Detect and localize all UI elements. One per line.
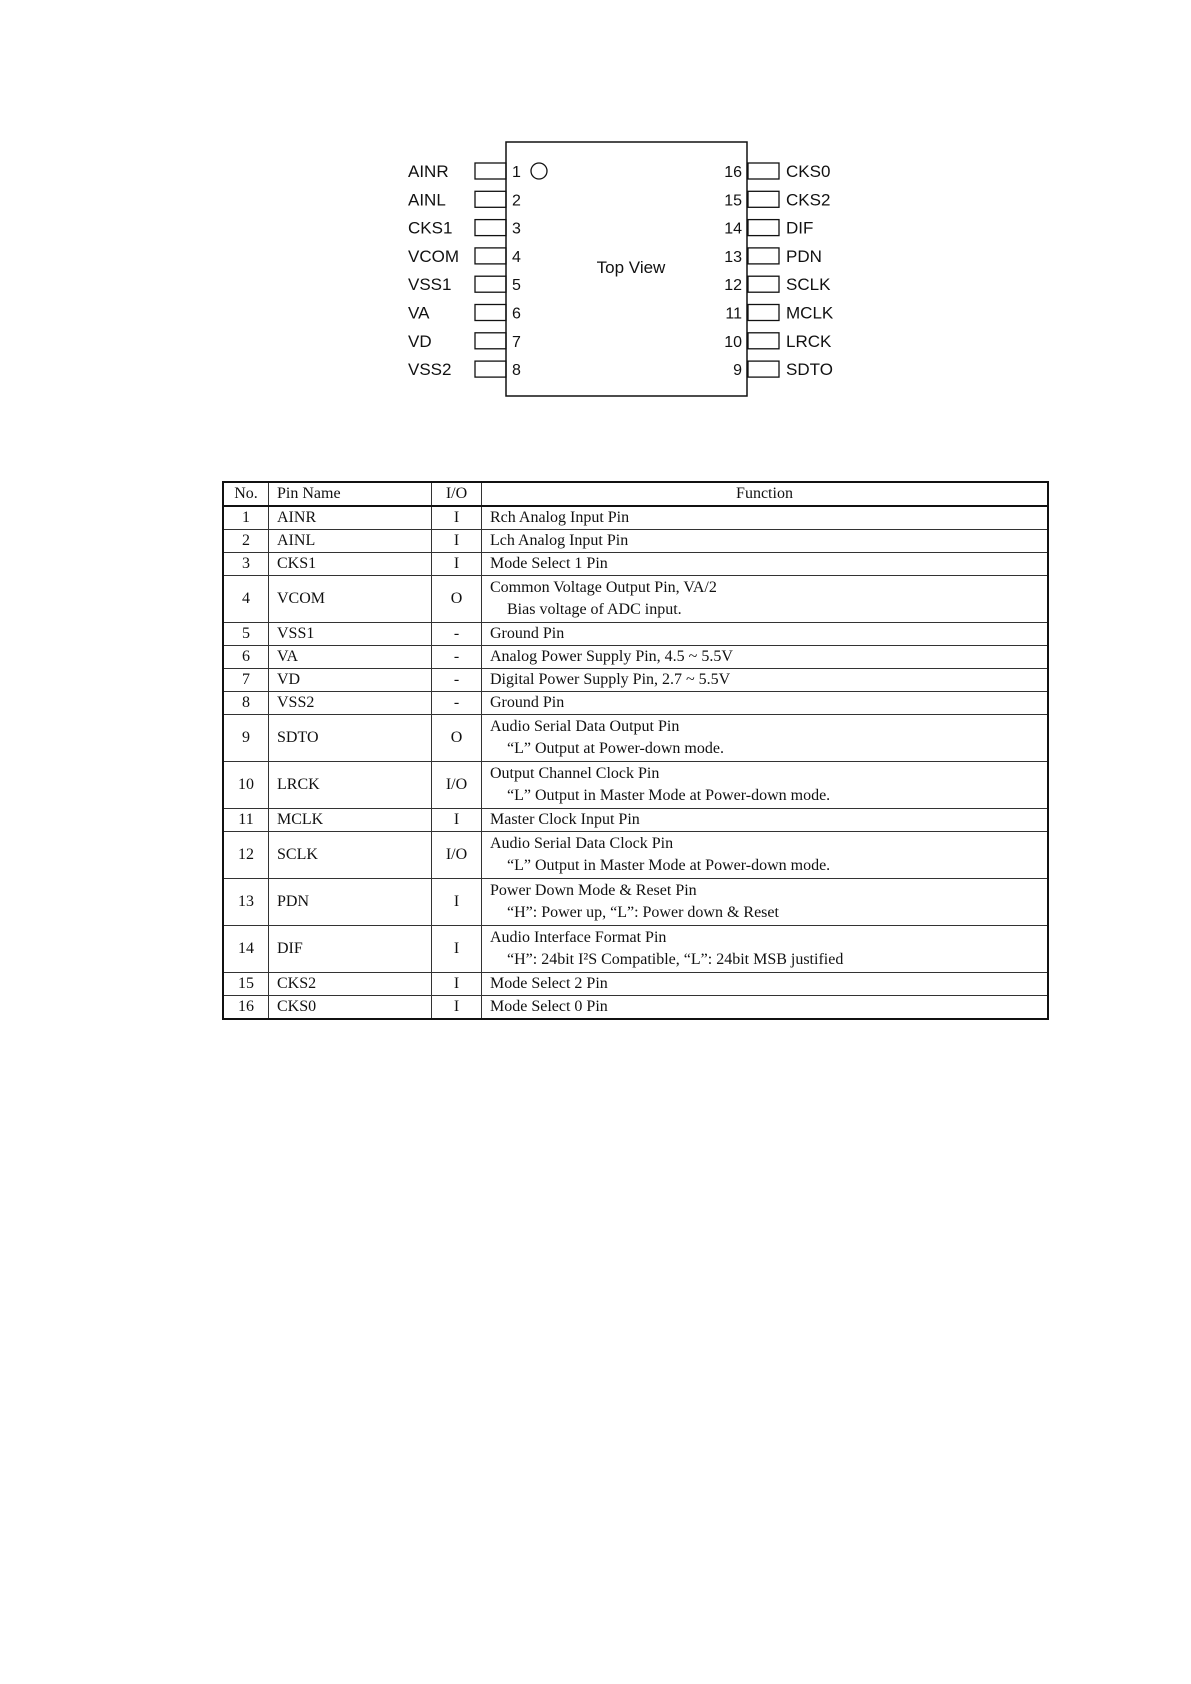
table-row xyxy=(223,715,1048,762)
function-text: Audio Serial Data Clock Pin xyxy=(490,835,674,852)
pin-name-label: PDN xyxy=(786,246,822,266)
cell-function xyxy=(482,623,1049,646)
cell-io: I xyxy=(432,530,482,553)
table-header-row xyxy=(223,482,1048,506)
pin1-indicator xyxy=(531,163,547,179)
function-note: “L” Output in Master Mode at Power-down mode. xyxy=(507,857,831,874)
pin-number-label: 8 xyxy=(512,362,521,380)
table-row xyxy=(223,646,1048,669)
cell-function xyxy=(482,926,1049,973)
function-text: Rch Analog Input Pin xyxy=(490,509,630,526)
pin-name-label: VSS1 xyxy=(408,275,452,295)
cell-io: - xyxy=(432,669,482,692)
table-row xyxy=(223,762,1048,809)
pin-name-label: VCOM xyxy=(408,246,459,266)
pin-right-5 xyxy=(724,275,831,294)
pin-right-1 xyxy=(724,162,830,181)
cell-function xyxy=(482,715,1049,762)
function-text: Analog Power Supply Pin, 4.5 ~ 5.5V xyxy=(490,648,733,665)
pin-lead xyxy=(475,361,506,377)
pin-number-label: 13 xyxy=(724,248,742,266)
cell-pin-number: 9 xyxy=(223,715,269,762)
pin-name-label: AINR xyxy=(408,162,449,181)
package-pinout-diagram xyxy=(0,0,1191,420)
function-text: Mode Select 0 Pin xyxy=(490,998,608,1015)
cell-function xyxy=(482,996,1049,1020)
table-row xyxy=(223,530,1048,553)
pin-name-label: CKS2 xyxy=(786,190,831,210)
pin-name-label: CKS0 xyxy=(786,162,831,181)
cell-function xyxy=(482,506,1049,530)
cell-pin-name: AINR xyxy=(269,506,432,530)
pin-number-label: 9 xyxy=(733,362,742,380)
pin-lead xyxy=(748,248,779,264)
cell-function xyxy=(482,832,1049,879)
function-text: Lch Analog Input Pin xyxy=(490,532,629,549)
cell-function xyxy=(482,692,1049,715)
cell-io: - xyxy=(432,646,482,669)
cell-pin-name: VSS1 xyxy=(269,623,432,646)
cell-pin-number: 3 xyxy=(223,553,269,576)
cell-io: I/O xyxy=(432,832,482,879)
function-text: Common Voltage Output Pin, VA/2 xyxy=(490,579,717,596)
cell-pin-number: 6 xyxy=(223,646,269,669)
pin-lead xyxy=(748,163,779,179)
right-pin-group xyxy=(724,162,834,379)
pin-function-table xyxy=(222,481,1049,1020)
pin-number-label: 15 xyxy=(724,192,742,210)
table-body xyxy=(223,506,1048,1019)
cell-io: I xyxy=(432,926,482,973)
cell-pin-number: 11 xyxy=(223,809,269,832)
cell-pin-name: CKS1 xyxy=(269,553,432,576)
cell-io: I/O xyxy=(432,762,482,809)
table-row xyxy=(223,996,1048,1020)
pin-left-6 xyxy=(408,304,521,323)
pin-left-2 xyxy=(408,190,521,209)
cell-function xyxy=(482,646,1049,669)
pin-lead xyxy=(475,220,506,236)
function-text: Audio Serial Data Output Pin xyxy=(490,718,680,735)
cell-pin-name: VD xyxy=(269,669,432,692)
cell-pin-name: CKS2 xyxy=(269,973,432,996)
function-text: Ground Pin xyxy=(490,625,565,642)
table-row xyxy=(223,506,1048,530)
pin-number-label: 12 xyxy=(724,277,742,295)
pin-number-label: 1 xyxy=(512,164,521,181)
cell-io: I xyxy=(432,506,482,530)
function-text: Ground Pin xyxy=(490,694,565,711)
cell-pin-number: 15 xyxy=(223,973,269,996)
cell-pin-number: 12 xyxy=(223,832,269,879)
pin-left-5 xyxy=(408,275,521,294)
header-io: I/O xyxy=(432,482,482,506)
cell-pin-number: 5 xyxy=(223,623,269,646)
pin-number-label: 16 xyxy=(724,164,742,181)
pin-name-label: VA xyxy=(408,303,430,323)
pin-lead xyxy=(748,276,779,292)
cell-pin-number: 8 xyxy=(223,692,269,715)
cell-pin-name: CKS0 xyxy=(269,996,432,1020)
cell-pin-number: 7 xyxy=(223,669,269,692)
pin-left-4 xyxy=(408,247,521,266)
cell-function xyxy=(482,809,1049,832)
cell-pin-name: AINL xyxy=(269,530,432,553)
cell-pin-name: VA xyxy=(269,646,432,669)
pin-number-label: 2 xyxy=(512,192,521,210)
cell-io: - xyxy=(432,623,482,646)
pin-lead xyxy=(475,191,506,207)
table-row xyxy=(223,553,1048,576)
cell-pin-name: DIF xyxy=(269,926,432,973)
header-no: No. xyxy=(223,482,269,506)
pin-name-label: LRCK xyxy=(786,331,832,351)
table-row xyxy=(223,692,1048,715)
table-row xyxy=(223,832,1048,879)
function-text: Digital Power Supply Pin, 2.7 ~ 5.5V xyxy=(490,671,731,688)
header-function: Function xyxy=(482,482,1049,506)
cell-pin-name: PDN xyxy=(269,879,432,926)
function-note: “L” Output at Power-down mode. xyxy=(507,740,724,757)
pin-lead xyxy=(475,248,506,264)
pin-lead xyxy=(475,305,506,321)
pin-left-7 xyxy=(408,332,521,351)
pin-number-label: 14 xyxy=(724,220,742,238)
pin-lead xyxy=(475,333,506,349)
pin-lead xyxy=(748,361,779,377)
cell-pin-name: MCLK xyxy=(269,809,432,832)
table-row xyxy=(223,926,1048,973)
cell-io: I xyxy=(432,996,482,1020)
pin-left-3 xyxy=(408,219,521,238)
cell-pin-name: LRCK xyxy=(269,762,432,809)
cell-pin-name: SCLK xyxy=(269,832,432,879)
pin-name-label: SDTO xyxy=(786,360,833,380)
pin-right-4 xyxy=(724,247,822,266)
cell-pin-number: 2 xyxy=(223,530,269,553)
table-row xyxy=(223,669,1048,692)
cell-function xyxy=(482,973,1049,996)
pin-right-2 xyxy=(724,190,830,209)
function-note: “L” Output in Master Mode at Power-down mode. xyxy=(507,787,831,804)
pin-number-label: 11 xyxy=(725,305,742,323)
pin-number-label: 6 xyxy=(512,305,521,323)
chip-view-caption: Top View xyxy=(596,258,666,277)
pin-name-label: MCLK xyxy=(786,303,834,323)
cell-function xyxy=(482,669,1049,692)
cell-pin-number: 10 xyxy=(223,762,269,809)
pin-number-label: 5 xyxy=(512,277,521,295)
pin-lead xyxy=(748,305,779,321)
pin-number-label: 4 xyxy=(512,248,521,266)
function-note: Bias voltage of ADC input. xyxy=(507,601,682,618)
function-note: “H”: Power up, “L”: Power down & Reset xyxy=(507,904,779,921)
cell-io: I xyxy=(432,879,482,926)
cell-pin-number: 14 xyxy=(223,926,269,973)
cell-io: - xyxy=(432,692,482,715)
cell-function xyxy=(482,879,1049,926)
table-row xyxy=(223,623,1048,646)
cell-pin-name: SDTO xyxy=(269,715,432,762)
pin-lead xyxy=(748,220,779,236)
pin-left-1 xyxy=(408,162,521,181)
pin-name-label: SCLK xyxy=(786,275,831,295)
cell-io: I xyxy=(432,553,482,576)
cell-pin-name: VCOM xyxy=(269,576,432,623)
pin-lead xyxy=(475,276,506,292)
table-row xyxy=(223,809,1048,832)
table-row xyxy=(223,879,1048,926)
table-row xyxy=(223,973,1048,996)
cell-io: O xyxy=(432,576,482,623)
pin-name-label: DIF xyxy=(786,218,814,238)
pin-right-8 xyxy=(733,360,833,379)
pin-number-label: 10 xyxy=(724,333,742,351)
pin-name-label: VSS2 xyxy=(408,360,452,380)
pin-number-label: 3 xyxy=(512,220,521,238)
pin-number-label: 7 xyxy=(512,333,521,351)
cell-pin-name: VSS2 xyxy=(269,692,432,715)
pin-lead xyxy=(475,163,506,179)
pin-right-7 xyxy=(724,332,832,351)
pin-right-3 xyxy=(724,219,813,238)
cell-pin-number: 16 xyxy=(223,996,269,1020)
pin-left-8 xyxy=(408,360,521,379)
cell-pin-number: 13 xyxy=(223,879,269,926)
pin-name-label: AINL xyxy=(408,190,446,210)
function-note: “H”: 24bit I²S Compatible, “L”: 24bit MSB justified xyxy=(507,951,844,968)
pin-lead xyxy=(748,191,779,207)
function-text: Audio Interface Format Pin xyxy=(490,929,667,946)
cell-io: I xyxy=(432,809,482,832)
cell-function xyxy=(482,553,1049,576)
cell-pin-number: 1 xyxy=(223,506,269,530)
pin-name-label: CKS1 xyxy=(408,218,453,238)
header-pin-name: Pin Name xyxy=(269,482,432,506)
pin-name-label: VD xyxy=(408,331,432,351)
function-text: Output Channel Clock Pin xyxy=(490,765,660,782)
cell-pin-number: 4 xyxy=(223,576,269,623)
function-text: Mode Select 1 Pin xyxy=(490,555,608,572)
function-text: Power Down Mode & Reset Pin xyxy=(490,882,697,899)
function-text: Mode Select 2 Pin xyxy=(490,975,608,992)
cell-function xyxy=(482,530,1049,553)
cell-function xyxy=(482,576,1049,623)
left-pin-group xyxy=(408,162,521,379)
pin-right-6 xyxy=(725,304,834,323)
cell-io: I xyxy=(432,973,482,996)
function-text: Master Clock Input Pin xyxy=(490,811,640,828)
cell-io: O xyxy=(432,715,482,762)
pin-lead xyxy=(748,333,779,349)
cell-function xyxy=(482,762,1049,809)
table-row xyxy=(223,576,1048,623)
